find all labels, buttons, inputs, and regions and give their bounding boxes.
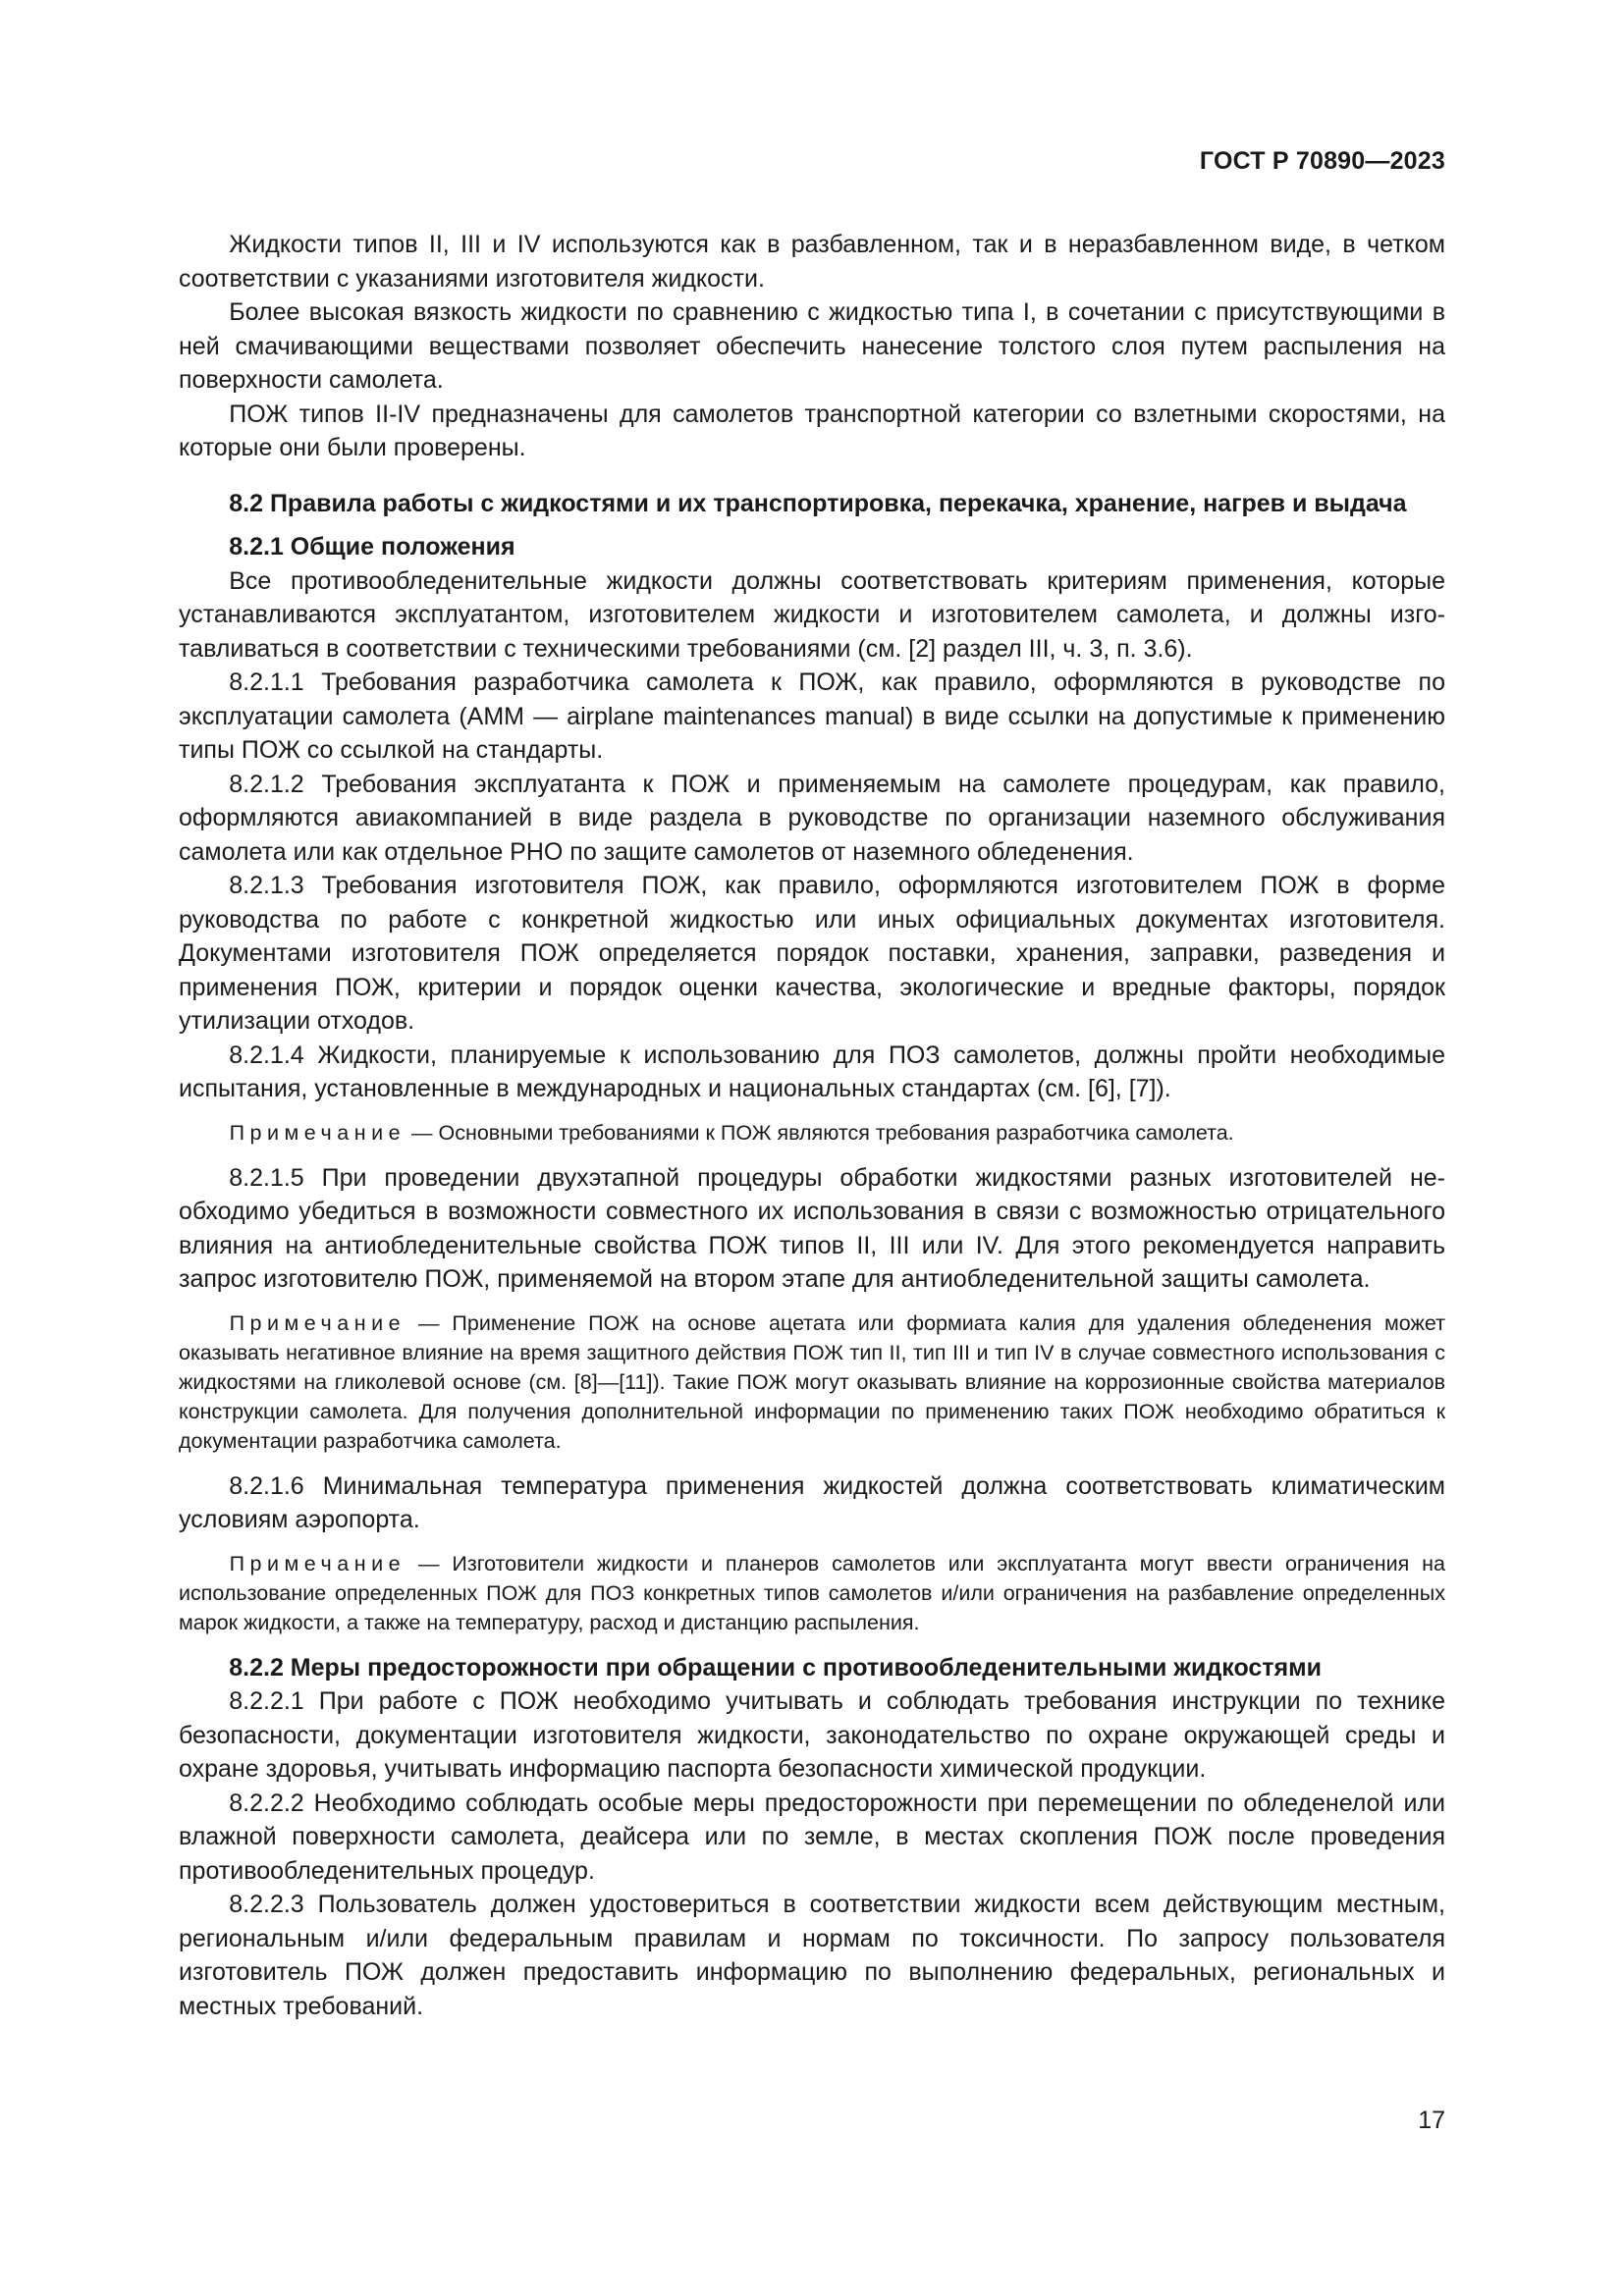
paragraph-transport-category: ПОЖ типов II-IV предназначены для самолетов транспортной категории со взлетными скоростями, на которые они были проверены. (179, 400, 1445, 461)
paragraph-viscosity: Более высокая вязкость жидкости по сравнению с жидкостью типа I, в сочетании с присутствующими в ней смачивающими веществами позволяет обеспечить нанесение толстого слоя путем распыления на поверхности самолета. (179, 298, 1445, 394)
paragraph-8-2-1-1: 8.2.1.1 Требования разработчика самолета к ПОЖ, как правило, оформляются в руководстве по эксплуатации самолета (AMM — airplane maintenances manual) в виде ссылки на допустимые к применению типы ПОЖ со ссылкой на стандарты. (179, 668, 1445, 764)
note-label: Примечание (229, 1551, 406, 1575)
note-3 (179, 1549, 1445, 1637)
note-1 (179, 1118, 1445, 1148)
subsection-heading-8-2-1: 8.2.1 Общие положения (229, 533, 515, 561)
paragraph-8-2-2-1: 8.2.2.1 При работе с ПОЖ необходимо учитывать и соблюдать требования инструкции по технике безопасности, документации изготовителя жидкости, законодательство по охране окружающей среды и охране здоровья, учитывать информацию паспорта безопасности химической продукции. (179, 1687, 1445, 1783)
page-number: 17 (1418, 2107, 1445, 2134)
paragraph-8-2-1-intro: Все противообледенительные жидкости должны соответствовать критериям применения, которые устанавливаются эксплуатантом, изготовителем жидкости и изготовителем самолета, и должны изготавливаться в соответствии с техническими требованиями (см. [2] раздел III, ч. 3, п. 3.6). (179, 566, 1445, 663)
paragraph-8-2-1-4: 8.2.1.4 Жидкости, планируемые к использованию для ПОЗ самолетов, должны пройти необходимые испытания, установленные в международных и национальных стандартах (см. [6], [7]). (179, 1041, 1445, 1102)
paragraph-8-2-1-5: 8.2.1.5 При проведении двухэтапной процедуры обработки жидкостями разных изготовителей необходимо убедиться в возможности совместного их использования в связи с возможностью отрицательного влияния на антиобледенительные свойства ПОЖ типов II, III или IV. Для этого рекомендуется направить запрос изготовителю ПОЖ, применяемой на втором этапе для антиобледенительной защиты самолета. (179, 1163, 1445, 1293)
paragraph-fluid-types-dilution: Жидкости типов II, III и IV используются как в разбавленном, так и в неразбавленном виде, в четком соответствии с указаниями изготовителя жидкости. (179, 231, 1445, 293)
note-2 (179, 1308, 1445, 1456)
note-1-text: — Основными требованиями к ПОЖ являются требования разработчика самолета. (406, 1120, 1234, 1145)
note-label: Примечание (229, 1120, 406, 1145)
note-label: Примечание (229, 1310, 406, 1335)
paragraph-8-2-2-2: 8.2.2.2 Необходимо соблюдать особые меры предосторожности при перемещении по обледенелой или влажной поверхности самолета, деайсера или по земле, в местах скопления ПОЖ после проведения противообледенительных процедур. (179, 1789, 1445, 1885)
paragraph-8-2-2-3: 8.2.2.3 Пользователь должен удостовериться в соответствии жидкости всем действующим местным, региональным и/или федеральным правилам и нормам по токсичности. По запросу пользователя изготовитель ПОЖ должен предоставить информацию по выполнению федеральных, региональных и местных требований. (179, 1891, 1445, 2020)
paragraph-8-2-1-3: 8.2.1.3 Требования изготовителя ПОЖ, как правило, оформляются изготовителем ПОЖ в форме руководства по работе с конкретной жидкостью или иных официальных документах изготовителя. Документами изготовителя ПОЖ определяется порядок поставки, хранения, заправки, разведения и применения ПОЖ, критерии и порядок оценки качества, экологические и вредные факторы, порядок утилизации отходов. (179, 872, 1445, 1035)
paragraph-8-2-1-6: 8.2.1.6 Минимальная температура применения жидкостей должна соответствовать климатическим условиям аэропорта. (179, 1471, 1445, 1533)
subsection-heading-8-2-2: 8.2.2 Меры предосторожности при обращении с противообледенительными жидкостями (229, 1653, 1322, 1682)
note-3-text: — Изготовители жидкости и планеров самолетов или эксплуатанта могут ввести ограничения на использование определенных ПОЖ для ПОЗ конкретных типов самолетов и/или ограничения на разбавление определенных марок жидкости, а также на температуру, расход и дистанцию распыления. (179, 1551, 1445, 1634)
document-code-header: ГОСТ Р 70890—2023 (1199, 147, 1445, 175)
paragraph-8-2-1-2: 8.2.1.2 Требования эксплуатанта к ПОЖ и применяемым на самолете процедурам, как правило, оформляются авиакомпанией в виде раздела в руководстве по организации наземного обслуживания самолета или как отдельное РНО по защите самолетов от наземного обледенения. (179, 770, 1445, 866)
section-heading-8-2: 8.2 Правила работы с жидкостями и их транспортировка, перекачка, хранение, нагрев и выдача (229, 489, 1407, 517)
document-body (179, 228, 1445, 2023)
note-2-text: — Применение ПОЖ на основе ацетата или формиата калия для удаления обледенения может оказывать негативное влияние на время защитного действия ПОЖ тип II, тип III и тип IV в случае совместного использования с жидкостями на гликолевой основе (см. [8]—[11]). Такие ПОЖ могут оказывать влияние на коррозионные свойства материалов конструкции самолета. Для получения дополнительной информации по применению таких ПОЖ необходимо обратиться к документации разработчика самолета. (179, 1310, 1445, 1453)
